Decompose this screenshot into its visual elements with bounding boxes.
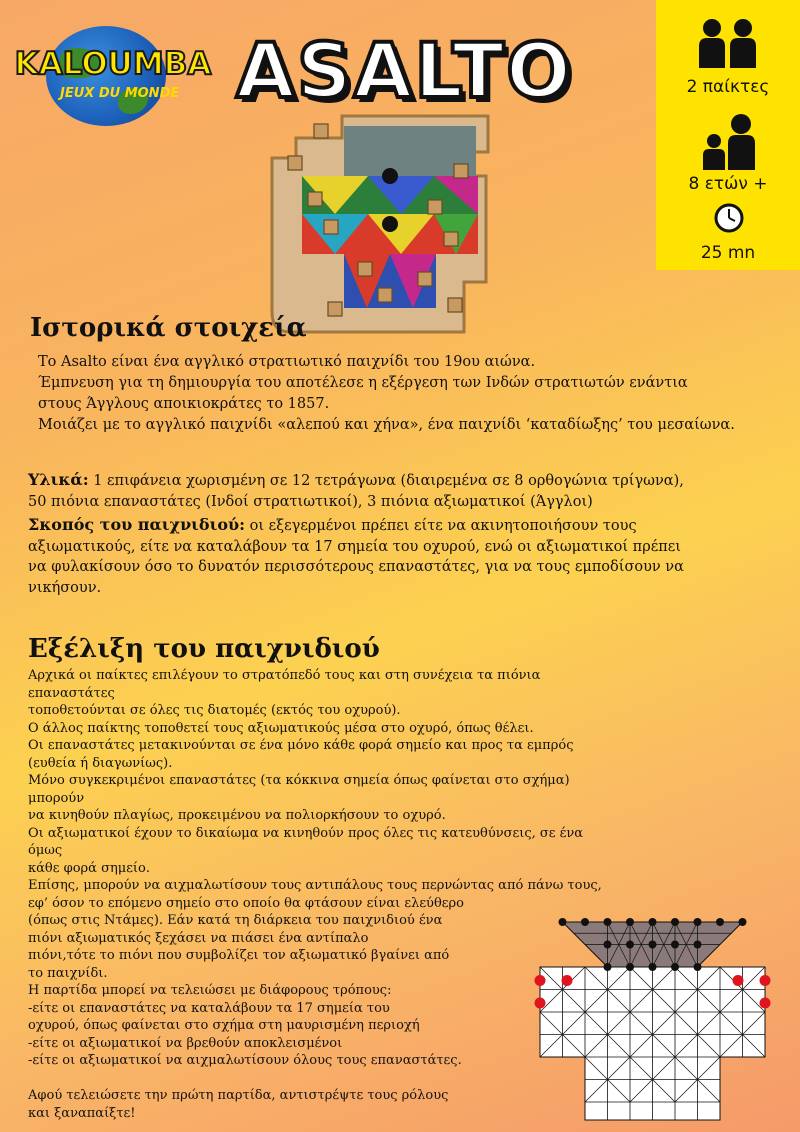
gameplay-heading: Εξέλιξη του παιχνιδιού — [28, 634, 380, 664]
goal-label: Σκοπός του παιχνιδιού: — [28, 515, 246, 534]
text-line: Οι αξιωματικοί έχουν το δικαίωμα να κινηθούν προς όλες τις κατευθύνσεις, σε ένα όμως — [28, 825, 584, 858]
text-line: Αρχικά οι παίκτες επιλέγουν το στρατόπεδό τους και στη συνέχεια τα πιόνια επαναστάτες — [28, 668, 541, 701]
text-line: να κινηθούν πλαγίως, προκειμένου να πολιορκήσουν το οχυρό. — [28, 808, 446, 823]
fort-point — [671, 963, 679, 971]
text-line: -είτε οι αξιωματικοί να βρεθούν αποκλεισμένοι — [28, 1035, 343, 1051]
text-line: Το Asalto είναι ένα αγγλικό στρατιωτικό παιχνίδι του 19ου αιώνα. — [38, 354, 536, 370]
history-heading: Ιστορικά στοιχεία — [30, 313, 307, 343]
fort-point — [694, 941, 702, 949]
fort-point — [694, 918, 702, 926]
brand-name: KALOUMBA — [14, 46, 212, 82]
history-text — [38, 352, 758, 436]
red-point — [535, 998, 546, 1009]
text-line: πιόνι αξιωματικός ξεχάσει να πιάσει ένα αντίπαλο — [28, 930, 369, 946]
game-info-panel — [656, 0, 800, 270]
materials-label: Υλικά: — [28, 470, 89, 489]
text-line: και ξαναπαίξτε! — [28, 1105, 136, 1121]
text-line: -είτε οι επαναστάτες να καταλάβουν τα 17 σημεία του — [28, 1000, 390, 1016]
gameplay-text — [28, 667, 608, 1122]
text-line: κάθε φορά σημείο. — [28, 860, 150, 876]
game-title: ASALTO — [236, 26, 573, 115]
fort-point — [604, 963, 612, 971]
fort-point — [626, 963, 634, 971]
age-range: 8 ετών + — [688, 174, 768, 194]
text-line: -είτε οι αξιωματικοί να αιχμαλωτίσουν όλους τους επαναστάτες. — [28, 1053, 462, 1068]
text-line: νικήσουν. — [28, 579, 102, 596]
materials-and-goal — [28, 470, 768, 598]
text-line: εφ’ όσον το επόμενο σημείο στο οποίο θα φτάσουν είναι ελεύθερο — [28, 895, 464, 911]
players-count: 2 παίκτες — [686, 77, 770, 97]
text-line: Οι επαναστάτες μετακινούνται σε ένα μόνο κάθε φορά σημείο και προς τα εμπρός — [28, 738, 574, 753]
text-line — [28, 1070, 608, 1088]
text-line: το παιχνίδι. — [28, 965, 108, 981]
text-line: τοποθετούνται σε όλες τις διατομές (εκτός του οχυρού). — [28, 703, 401, 718]
text-line: (όπως στις Ντάμες). Εάν κατά τη διάρκεια του παιχνιδιού ένα — [28, 913, 443, 928]
play-duration: 25 mn — [700, 243, 756, 263]
text-line: πιόνι,τότε το πιόνι που συμβολίζει τον αξιωματικό βγαίνει από — [28, 948, 450, 963]
fort-point — [626, 918, 634, 926]
text-line: να φυλακίσουν όσο το δυνατόν περισσότερους επαναστάτες, για να τους εμποδίσουν να — [28, 559, 684, 575]
fort-point — [626, 941, 634, 949]
red-point — [535, 975, 546, 986]
text-line: Η παρτίδα μπορεί να τελειώσει με διάφορους τρόπους: — [28, 983, 392, 998]
fort-point — [581, 918, 589, 926]
fort-point — [649, 918, 657, 926]
age-icon — [701, 113, 759, 171]
brand-tagline: JEUX DU MONDE — [60, 86, 180, 101]
fort-point — [716, 918, 724, 926]
fort-point — [649, 941, 657, 949]
board-photo — [268, 112, 492, 334]
text-line: (ευθεία ή διαγωνίως). — [28, 755, 173, 771]
fort-point — [694, 963, 702, 971]
text-line: Ο άλλος παίκτης τοποθετεί τους αξιωματικούς μέσα στο οχυρό, όπως θέλει. — [28, 720, 534, 736]
red-point — [562, 975, 573, 986]
fort-point — [739, 918, 747, 926]
kaloumba-logo — [8, 18, 218, 128]
fort-point — [559, 918, 567, 926]
fort-point — [649, 963, 657, 971]
fort-point — [604, 918, 612, 926]
text-line: στους Άγγλους αποικιοκράτες το 1857. — [38, 396, 330, 412]
fort-point — [604, 941, 612, 949]
two-players-icon — [697, 16, 759, 70]
red-point — [733, 975, 744, 986]
text-line: Μόνο συγκεκριμένοι επαναστάτες (τα κόκκινα σημεία όπως φαίνεται στο σχήμα) μπορούν — [28, 773, 570, 806]
fort-point — [671, 941, 679, 949]
fort-point — [671, 918, 679, 926]
text-line: Αφού τελειώσετε την πρώτη παρτίδα, αντιστρέψτε τους ρόλους — [28, 1088, 449, 1103]
text-line: Έμπνευση για τη δημιουργία του αποτέλεσε η εξέργεση των Ινδών στρατιωτών ενάντια — [38, 375, 688, 391]
text-line: αξιωματικούς, είτε να καταλάβουν τα 17 σημεία του οχυρού, ενώ οι αξιωματικοί πρέπει — [28, 538, 681, 555]
materials-line — [28, 470, 768, 492]
goal-line — [28, 515, 768, 537]
red-point — [760, 998, 771, 1009]
text-line: Επίσης, μπορούν να αιχμαλωτίσουν τους αντιπάλους τους περνώντας από πάνω τους, — [28, 878, 602, 893]
text-line: 1 επιφάνεια χωρισμένη σε 12 τετράγωνα (διαιρεμένα σε 8 ορθογώνια τρίγωνα), — [88, 473, 684, 489]
text-line: οχυρού, όπως φαίνεται στο σχήμα στη μαυρισμένη περιοχή — [28, 1018, 420, 1033]
text-line: 50 πιόνια επαναστάτες (Ινδοί στρατιωτικοί), 3 πιόνια αξιωματικοί (Άγγλοι) — [28, 493, 593, 510]
board-diagram — [528, 914, 778, 1124]
text-line: Μοιάζει με το αγγλικό παιχνίδι «αλεπού και χήνα», ένα παιχνίδι ‘καταδίωξης’ του μεσαίωνα. — [38, 417, 735, 433]
text-line: οι εξεγερμένοι πρέπει είτε να ακινητοποιήσουν τους — [245, 518, 637, 534]
clock-icon — [714, 203, 744, 233]
red-point — [760, 975, 771, 986]
